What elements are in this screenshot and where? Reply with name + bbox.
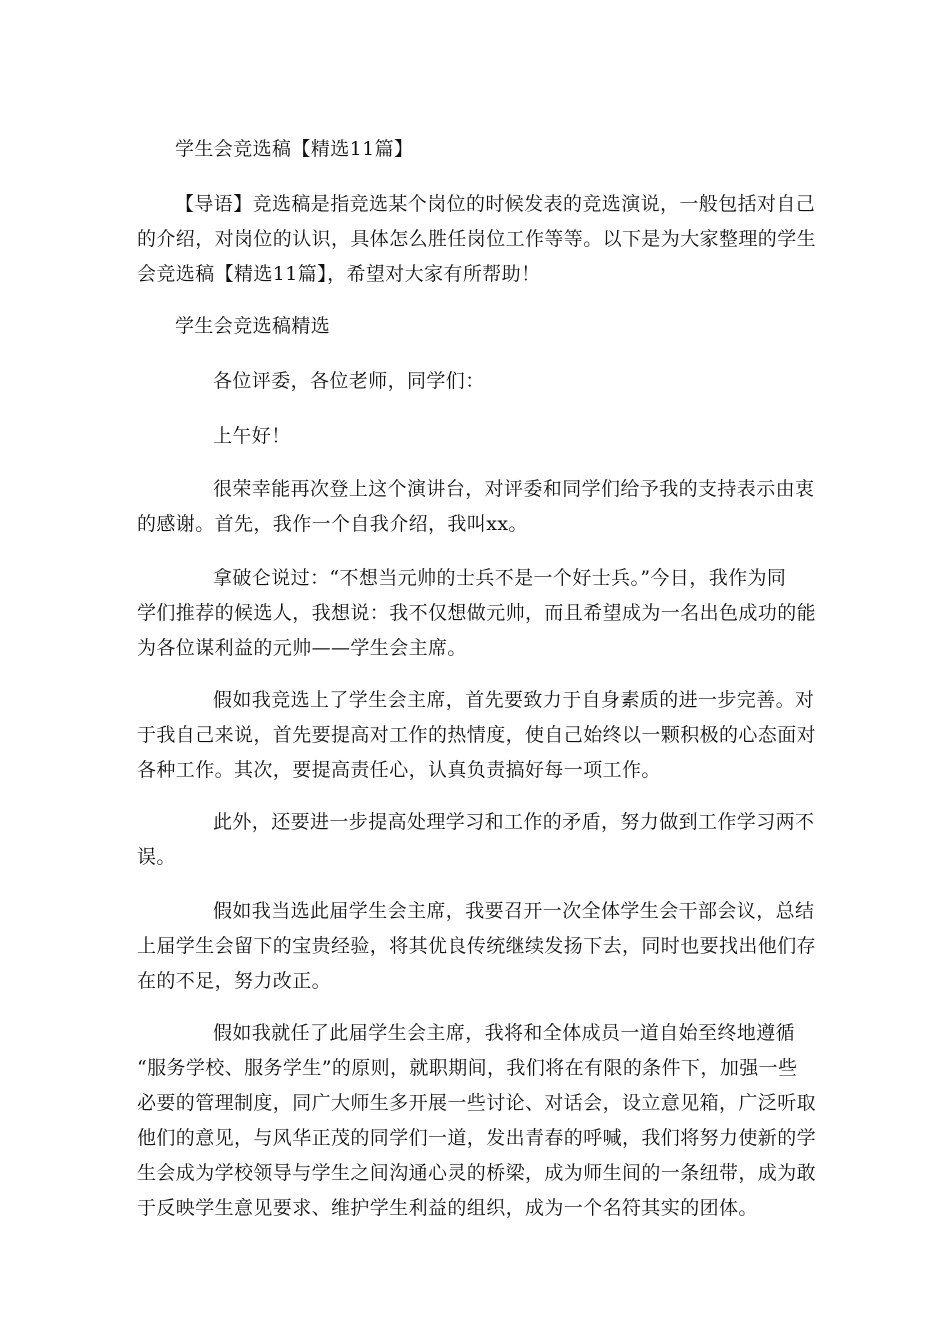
- paragraph-4-line-1: 此外，还要进一步提高处理学习和工作的矛盾，努力做到工作学习两不: [213, 811, 815, 833]
- section-heading: 学生会竞选稿精选: [175, 315, 331, 337]
- paragraph-4-line-2: 误。: [137, 846, 176, 868]
- paragraph-6-line-4: 他们的意见，与风华正茂的同学们一道，发出青春的呼喊，我们将努力使新的学: [137, 1127, 817, 1149]
- paragraph-2-line-2: 学们推荐的候选人，我想说：我不仅想做元帅，而且希望成为一名出色成功的能: [137, 602, 817, 624]
- paragraph-1-line-2: 的感谢。首先，我作一个自我介绍，我叫xx。: [137, 513, 528, 535]
- paragraph-2-line-3: 为各位谋利益的元帅——学生会主席。: [137, 637, 467, 659]
- paragraph-5-line-1: 假如我当选此届学生会主席，我要召开一次全体学生会干部会议，总结: [213, 900, 815, 922]
- paragraph-6-line-5: 生会成为学校领导与学生之间沟通心灵的桥梁，成为师生间的一条纽带，成为敢: [137, 1162, 817, 1184]
- paragraph-1-line-1: 很荣幸能再次登上这个演讲台，对评委和同学们给予我的支持表示由衷: [213, 478, 815, 500]
- document-title: 学生会竞选稿【精选11篇】: [175, 138, 414, 160]
- paragraph-6-line-6: 于反映学生意见要求、维护学生利益的组织，成为一个名符其实的团体。: [137, 1197, 758, 1219]
- morning-greeting: 上午好！: [213, 425, 291, 447]
- paragraph-5-line-3: 在的不足，努力改正。: [137, 970, 332, 992]
- paragraph-5-line-2: 上届学生会留下的宝贵经验，将其优良传统继续发扬下去，同时也要找出他们存: [137, 935, 817, 957]
- paragraph-3-line-3: 各种工作。其次，要提高责任心，认真负责搞好每一项工作。: [137, 759, 661, 781]
- greeting: 各位评委，各位老师，同学们：: [213, 370, 485, 392]
- paragraph-6-line-3: 必要的管理制度，同广大师生多开展一些讨论、对话会，设立意见箱，广泛听取: [137, 1092, 817, 1114]
- intro-line-2: 的介绍，对岗位的认识，具体怎么胜任岗位工作等等。以下是为大家整理的学生: [137, 228, 817, 250]
- paragraph-3-line-2: 于我自己来说，首先要提高对工作的热情度，使自己始终以一颗积极的心态面对: [137, 724, 817, 746]
- paragraph-2-line-1: 拿破仑说过：“不想当元帅的士兵不是一个好士兵。”今日，我作为同: [213, 567, 787, 589]
- intro-line-3: 会竞选稿【精选11篇】，希望对大家有所帮助！: [137, 263, 541, 285]
- paragraph-6-line-2: “服务学校、服务学生”的原则，就职期间，我们将在有限的条件下，加强一些: [137, 1057, 798, 1079]
- paragraph-3-line-1: 假如我竞选上了学生会主席，首先要致力于自身素质的进一步完善。对: [213, 689, 815, 711]
- intro-line-1: 【导语】竞选稿是指竞选某个岗位的时候发表的竞选演说，一般包括对自己: [175, 193, 816, 215]
- paragraph-6-line-1: 假如我就任了此届学生会主席，我将和全体成员一道自始至终地遵循: [213, 1022, 796, 1044]
